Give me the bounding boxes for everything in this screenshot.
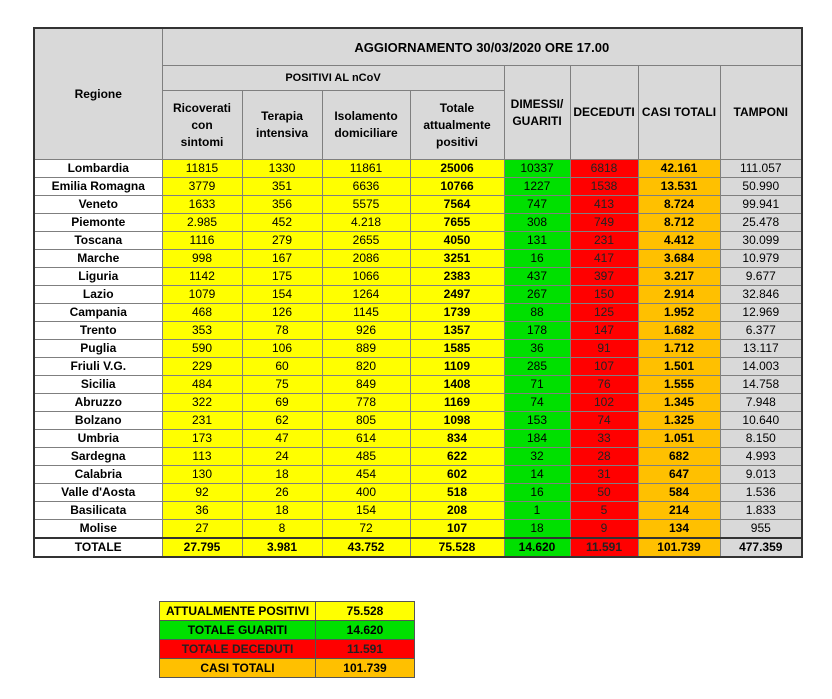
cell-terapia: 18 (242, 502, 322, 520)
cell-deceduti: 102 (570, 394, 638, 412)
cell-deceduti: 76 (570, 376, 638, 394)
table-row (34, 178, 802, 196)
cell-regione: Veneto (34, 196, 162, 214)
cell-regione: Campania (34, 304, 162, 322)
cell-deceduti: 50 (570, 484, 638, 502)
total-tamponi: 477.359 (720, 538, 802, 557)
cell-regione: Valle d'Aosta (34, 484, 162, 502)
cell-casi: 214 (638, 502, 720, 520)
cell-casi: 4.412 (638, 232, 720, 250)
cell-ricoverati: 11815 (162, 160, 242, 178)
summary-value: 75.528 (316, 602, 415, 621)
cell-deceduti: 107 (570, 358, 638, 376)
cell-terapia: 8 (242, 520, 322, 539)
cell-isolamento: 778 (322, 394, 410, 412)
cell-deceduti: 397 (570, 268, 638, 286)
totals-row (34, 538, 802, 557)
cell-terapia: 126 (242, 304, 322, 322)
cell-casi: 3.217 (638, 268, 720, 286)
cell-isolamento: 614 (322, 430, 410, 448)
table-row (34, 376, 802, 394)
cell-tamponi: 10.979 (720, 250, 802, 268)
cell-totale: 4050 (410, 232, 504, 250)
header-casi-totali: CASI TOTALI (638, 66, 720, 160)
cell-tamponi: 111.057 (720, 160, 802, 178)
table-row (34, 484, 802, 502)
cell-regione: Emilia Romagna (34, 178, 162, 196)
summary-label: TOTALE DECEDUTI (160, 640, 316, 659)
cell-isolamento: 454 (322, 466, 410, 484)
cell-isolamento: 11861 (322, 160, 410, 178)
cell-dimessi: 36 (504, 340, 570, 358)
cell-terapia: 167 (242, 250, 322, 268)
cell-terapia: 356 (242, 196, 322, 214)
table-row (34, 322, 802, 340)
cell-casi: 1.712 (638, 340, 720, 358)
cell-terapia: 24 (242, 448, 322, 466)
cell-regione: Umbria (34, 430, 162, 448)
cell-ricoverati: 36 (162, 502, 242, 520)
header-tamponi: TAMPONI (720, 66, 802, 160)
summary-label: ATTUALMENTE POSITIVI (160, 602, 316, 621)
summary-row (160, 659, 415, 678)
cell-deceduti: 150 (570, 286, 638, 304)
cell-tamponi: 25.478 (720, 214, 802, 232)
summary-table (159, 601, 415, 678)
cell-isolamento: 6636 (322, 178, 410, 196)
cell-ricoverati: 1079 (162, 286, 242, 304)
cell-dimessi: 18 (504, 520, 570, 539)
cell-casi: 1.682 (638, 322, 720, 340)
table-row (34, 250, 802, 268)
cell-deceduti: 749 (570, 214, 638, 232)
cell-isolamento: 1066 (322, 268, 410, 286)
header-regione: Regione (34, 28, 162, 160)
cell-ricoverati: 998 (162, 250, 242, 268)
cell-totale: 1408 (410, 376, 504, 394)
cell-tamponi: 8.150 (720, 430, 802, 448)
cell-deceduti: 125 (570, 304, 638, 322)
cell-totale: 3251 (410, 250, 504, 268)
cell-ricoverati: 231 (162, 412, 242, 430)
header-isolamento: Isolamento domiciliare (322, 91, 410, 160)
cell-deceduti: 28 (570, 448, 638, 466)
cell-ricoverati: 113 (162, 448, 242, 466)
header-deceduti: DECEDUTI (570, 66, 638, 160)
cell-regione: Molise (34, 520, 162, 539)
cell-terapia: 175 (242, 268, 322, 286)
cell-regione: Friuli V.G. (34, 358, 162, 376)
total-ricoverati: 27.795 (162, 538, 242, 557)
cell-dimessi: 267 (504, 286, 570, 304)
cell-tamponi: 13.117 (720, 340, 802, 358)
cell-terapia: 154 (242, 286, 322, 304)
summary-row (160, 602, 415, 621)
table-row (34, 448, 802, 466)
header-terapia: Terapia intensiva (242, 91, 322, 160)
table-row (34, 502, 802, 520)
cell-dimessi: 16 (504, 484, 570, 502)
cell-totale: 7655 (410, 214, 504, 232)
cell-ricoverati: 1116 (162, 232, 242, 250)
table-row (34, 268, 802, 286)
cell-totale: 25006 (410, 160, 504, 178)
cell-totale: 602 (410, 466, 504, 484)
header-positivi-group: POSITIVI AL nCoV (162, 66, 504, 91)
header-totale-positivi: Totale attualmente positivi (410, 91, 504, 160)
total-casi: 101.739 (638, 538, 720, 557)
table-row (34, 394, 802, 412)
cell-totale: 7564 (410, 196, 504, 214)
cell-terapia: 279 (242, 232, 322, 250)
cell-totale: 1739 (410, 304, 504, 322)
cell-regione: Bolzano (34, 412, 162, 430)
cell-terapia: 18 (242, 466, 322, 484)
table-row (34, 160, 802, 178)
cell-terapia: 78 (242, 322, 322, 340)
cell-tamponi: 30.099 (720, 232, 802, 250)
total-regione: TOTALE (34, 538, 162, 557)
cell-terapia: 1330 (242, 160, 322, 178)
cell-dimessi: 10337 (504, 160, 570, 178)
cell-deceduti: 33 (570, 430, 638, 448)
cell-ricoverati: 92 (162, 484, 242, 502)
cell-ricoverati: 229 (162, 358, 242, 376)
cell-deceduti: 6818 (570, 160, 638, 178)
cell-ricoverati: 3779 (162, 178, 242, 196)
cell-terapia: 106 (242, 340, 322, 358)
total-terapia: 3.981 (242, 538, 322, 557)
cell-tamponi: 9.677 (720, 268, 802, 286)
cell-totale: 1098 (410, 412, 504, 430)
cell-tamponi: 50.990 (720, 178, 802, 196)
cell-isolamento: 849 (322, 376, 410, 394)
cell-tamponi: 12.969 (720, 304, 802, 322)
cell-terapia: 75 (242, 376, 322, 394)
cell-regione: Piemonte (34, 214, 162, 232)
total-dimessi: 14.620 (504, 538, 570, 557)
cell-ricoverati: 1142 (162, 268, 242, 286)
table-row (34, 286, 802, 304)
cell-regione: Abruzzo (34, 394, 162, 412)
cell-isolamento: 805 (322, 412, 410, 430)
cell-totale: 2383 (410, 268, 504, 286)
cell-deceduti: 91 (570, 340, 638, 358)
cell-dimessi: 285 (504, 358, 570, 376)
cell-casi: 42.161 (638, 160, 720, 178)
cell-deceduti: 231 (570, 232, 638, 250)
cell-tamponi: 9.013 (720, 466, 802, 484)
cell-terapia: 62 (242, 412, 322, 430)
table-row (34, 430, 802, 448)
cell-deceduti: 417 (570, 250, 638, 268)
cell-dimessi: 747 (504, 196, 570, 214)
cell-ricoverati: 27 (162, 520, 242, 539)
cell-isolamento: 2086 (322, 250, 410, 268)
cell-regione: Lazio (34, 286, 162, 304)
table-row (34, 232, 802, 250)
total-deceduti: 11.591 (570, 538, 638, 557)
cell-regione: Marche (34, 250, 162, 268)
cell-dimessi: 184 (504, 430, 570, 448)
cell-regione: Sicilia (34, 376, 162, 394)
table-row (34, 304, 802, 322)
cell-totale: 1585 (410, 340, 504, 358)
summary-value: 11.591 (316, 640, 415, 659)
header-dimessi: DIMESSI/ GUARITI (504, 66, 570, 160)
cell-isolamento: 485 (322, 448, 410, 466)
summary-label: TOTALE GUARITI (160, 621, 316, 640)
cell-casi: 1.051 (638, 430, 720, 448)
cell-totale: 1109 (410, 358, 504, 376)
cell-dimessi: 71 (504, 376, 570, 394)
table-row (34, 466, 802, 484)
cell-totale: 1357 (410, 322, 504, 340)
cell-casi: 1.345 (638, 394, 720, 412)
cell-ricoverati: 1633 (162, 196, 242, 214)
cell-casi: 13.531 (638, 178, 720, 196)
cell-deceduti: 9 (570, 520, 638, 539)
cell-regione: Trento (34, 322, 162, 340)
cell-isolamento: 1145 (322, 304, 410, 322)
cell-deceduti: 5 (570, 502, 638, 520)
cell-totale: 834 (410, 430, 504, 448)
cell-dimessi: 16 (504, 250, 570, 268)
cell-dimessi: 153 (504, 412, 570, 430)
cell-casi: 134 (638, 520, 720, 539)
cell-totale: 107 (410, 520, 504, 539)
cell-tamponi: 7.948 (720, 394, 802, 412)
cell-casi: 647 (638, 466, 720, 484)
cell-terapia: 47 (242, 430, 322, 448)
cell-casi: 1.501 (638, 358, 720, 376)
cell-isolamento: 2655 (322, 232, 410, 250)
cell-dimessi: 437 (504, 268, 570, 286)
summary-label: CASI TOTALI (160, 659, 316, 678)
cell-regione: Puglia (34, 340, 162, 358)
cell-casi: 1.555 (638, 376, 720, 394)
cell-totale: 10766 (410, 178, 504, 196)
cell-tamponi: 14.758 (720, 376, 802, 394)
cell-ricoverati: 468 (162, 304, 242, 322)
cell-isolamento: 926 (322, 322, 410, 340)
cell-isolamento: 889 (322, 340, 410, 358)
summary-row (160, 640, 415, 659)
cell-casi: 584 (638, 484, 720, 502)
data-table-container (33, 27, 801, 675)
cell-dimessi: 1227 (504, 178, 570, 196)
cell-totale: 518 (410, 484, 504, 502)
cell-dimessi: 1 (504, 502, 570, 520)
cell-totale: 208 (410, 502, 504, 520)
cell-tamponi: 10.640 (720, 412, 802, 430)
cell-dimessi: 32 (504, 448, 570, 466)
cell-tamponi: 6.377 (720, 322, 802, 340)
cell-casi: 3.684 (638, 250, 720, 268)
cell-casi: 1.325 (638, 412, 720, 430)
cell-ricoverati: 353 (162, 322, 242, 340)
covid-data-table (33, 27, 803, 558)
cell-regione: Basilicata (34, 502, 162, 520)
cell-ricoverati: 2.985 (162, 214, 242, 232)
cell-casi: 8.724 (638, 196, 720, 214)
cell-deceduti: 413 (570, 196, 638, 214)
summary-value: 101.739 (316, 659, 415, 678)
cell-terapia: 452 (242, 214, 322, 232)
cell-isolamento: 5575 (322, 196, 410, 214)
summary-value: 14.620 (316, 621, 415, 640)
cell-dimessi: 178 (504, 322, 570, 340)
cell-totale: 622 (410, 448, 504, 466)
cell-tamponi: 32.846 (720, 286, 802, 304)
cell-isolamento: 72 (322, 520, 410, 539)
cell-dimessi: 14 (504, 466, 570, 484)
cell-terapia: 351 (242, 178, 322, 196)
cell-regione: Lombardia (34, 160, 162, 178)
cell-ricoverati: 322 (162, 394, 242, 412)
cell-deceduti: 1538 (570, 178, 638, 196)
cell-isolamento: 400 (322, 484, 410, 502)
cell-dimessi: 88 (504, 304, 570, 322)
cell-regione: Toscana (34, 232, 162, 250)
cell-dimessi: 131 (504, 232, 570, 250)
cell-terapia: 60 (242, 358, 322, 376)
cell-totale: 2497 (410, 286, 504, 304)
cell-deceduti: 74 (570, 412, 638, 430)
update-title: AGGIORNAMENTO 30/03/2020 ORE 17.00 (162, 28, 802, 66)
cell-ricoverati: 590 (162, 340, 242, 358)
cell-ricoverati: 130 (162, 466, 242, 484)
cell-isolamento: 1264 (322, 286, 410, 304)
table-row (34, 520, 802, 539)
cell-casi: 2.914 (638, 286, 720, 304)
cell-tamponi: 99.941 (720, 196, 802, 214)
cell-deceduti: 31 (570, 466, 638, 484)
cell-regione: Calabria (34, 466, 162, 484)
cell-deceduti: 147 (570, 322, 638, 340)
cell-ricoverati: 173 (162, 430, 242, 448)
cell-totale: 1169 (410, 394, 504, 412)
cell-terapia: 69 (242, 394, 322, 412)
cell-tamponi: 1.833 (720, 502, 802, 520)
cell-casi: 682 (638, 448, 720, 466)
cell-regione: Liguria (34, 268, 162, 286)
cell-tamponi: 1.536 (720, 484, 802, 502)
table-row (34, 412, 802, 430)
table-row (34, 358, 802, 376)
header-ricoverati: Ricoverati con sintomi (162, 91, 242, 160)
cell-ricoverati: 484 (162, 376, 242, 394)
cell-isolamento: 154 (322, 502, 410, 520)
table-row (34, 340, 802, 358)
cell-regione: Sardegna (34, 448, 162, 466)
cell-tamponi: 4.993 (720, 448, 802, 466)
cell-terapia: 26 (242, 484, 322, 502)
cell-dimessi: 308 (504, 214, 570, 232)
total-isolamento: 43.752 (322, 538, 410, 557)
table-row (34, 214, 802, 232)
summary-row (160, 621, 415, 640)
total-totale: 75.528 (410, 538, 504, 557)
cell-dimessi: 74 (504, 394, 570, 412)
cell-casi: 8.712 (638, 214, 720, 232)
cell-isolamento: 820 (322, 358, 410, 376)
cell-casi: 1.952 (638, 304, 720, 322)
cell-tamponi: 14.003 (720, 358, 802, 376)
cell-tamponi: 955 (720, 520, 802, 539)
cell-isolamento: 4.218 (322, 214, 410, 232)
table-row (34, 196, 802, 214)
